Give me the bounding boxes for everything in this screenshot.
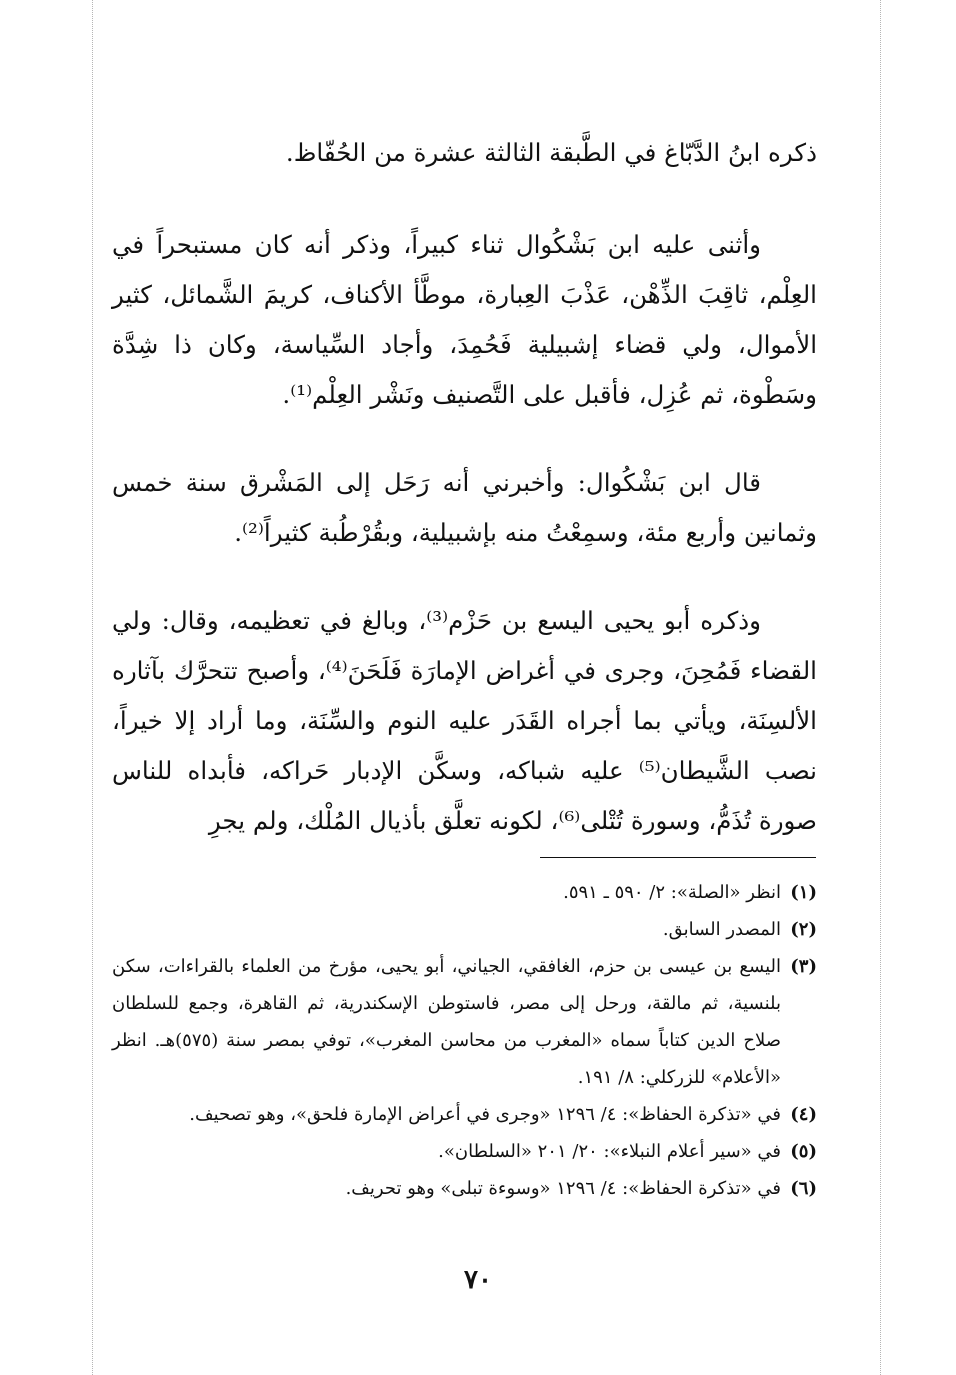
- paragraph-3: قال ابن بَشْكُوال: وأخبرني أنه رَحَل إلى المَشْرق سنة خمس وثمانين وأربع مئة، وسمِعْتُ منه بإشبيلية، وبقُرْطُبة كثيراً⁽²⁾.: [112, 468, 817, 547]
- footnote-number: (٢): [790, 919, 817, 940]
- footnote-text: المصدر السابق.: [662, 919, 781, 940]
- page-number: ٧٠: [464, 1265, 492, 1295]
- footnote-separator: [540, 857, 816, 858]
- footnote-4: [112, 1096, 817, 1133]
- paragraph-4: وذكره أبو يحيى اليسع بن حَزْم⁽³⁾، وبالغ في تعظيمه، وقال: ولي القضاء فَمُحِنَ، وجرى في أغراض الإمارَة فَلَحَنَ⁽⁴⁾، وأصبح تتحرَّك بآثاره الألسِنَة، ويأتي بما أجراه القَدَر عليه النوم والسِّنَة، وما أراد إلا خيراً، نصب الشَّيطان⁽⁵⁾ عليه شباكه، وسكَّن الإدبار حَراكه، فأبداه للناس صورة تُذَمُّ، وسورة تُتْلى⁽⁶⁾، لكونه تعلَّق بأذيال المُلْك، ولم يجرِ: [112, 606, 817, 835]
- footnote-number: (٥): [790, 1141, 817, 1162]
- footnote-text: في «تذكرة الحفاظ»: ٤/ ١٢٩٦ «وجرى في أعراض الإمارة فلحق»، وهو تصحيف.: [189, 1104, 781, 1125]
- scan-edge-left: [92, 0, 94, 1375]
- footnote-number: (٤): [790, 1104, 817, 1125]
- footnote-text: في «سير أعلام النبلاء»: ٢٠/ ٢٠١ «السلطان».: [438, 1141, 781, 1162]
- footnote-2: [112, 911, 817, 948]
- footnote-5: [112, 1133, 817, 1170]
- footnote-text: انظر «الصلة»: ٢/ ٥٩٠ ـ ٥٩١.: [563, 882, 781, 903]
- footnote-number: (٦): [790, 1178, 817, 1199]
- footnotes: [112, 874, 817, 1207]
- footnote-number: (٣): [790, 956, 817, 977]
- footnote-6: [112, 1170, 817, 1207]
- footnote-1: [112, 874, 817, 911]
- footnote-3: [112, 948, 817, 1096]
- scan-edge-right: [880, 0, 882, 1375]
- paragraph-2: وأثنى عليه ابن بَشْكُوال ثناء كبيراً، وذكر أنه كان مستبحراً في العِلْم، ثاقِبَ الذِّهْن، عَذْبَ العِبارة، موطَّأ الأكناف، كريمَ الشَّمائل، كثير الأموال، ولي قضاء إشبيلية فَحُمِدَ، وأجاد السِّياسة، وكان ذا شِدَّة وسَطْوة، ثم عُزِل، فأقبل على التَّصنيف ونَشْر العِلْم⁽¹⁾.: [112, 230, 817, 409]
- main-text: [112, 128, 817, 846]
- paragraph-1: ذكره ابنُ الدَّبّاغ في الطَّبقة الثالثة عشرة من الحُفّاظ.: [285, 138, 817, 167]
- footnote-number: (١): [790, 882, 817, 903]
- footnote-text: اليسع بن عيسى بن حزم، الغافقي، الجياني، أبو يحيى، مؤرخ من العلماء بالقراءات، سكن بلنسية، ثم مالقة، ورحل إلى مصر، فاستوطن الإسكندرية، ثم القاهرة، وجمع للسلطان صلاح الدين كتاباً سماه «المغرب من محاسن المغرب»، توفي بمصر سنة (٥٧٥)هـ. انظر «الأعلام» للزركلي: ٨/ ١٩١.: [112, 956, 781, 1088]
- footnote-text: في «تذكرة الحفاظ»: ٤/ ١٢٩٦ «وسوءة تبلى» وهو تحريف.: [345, 1178, 781, 1199]
